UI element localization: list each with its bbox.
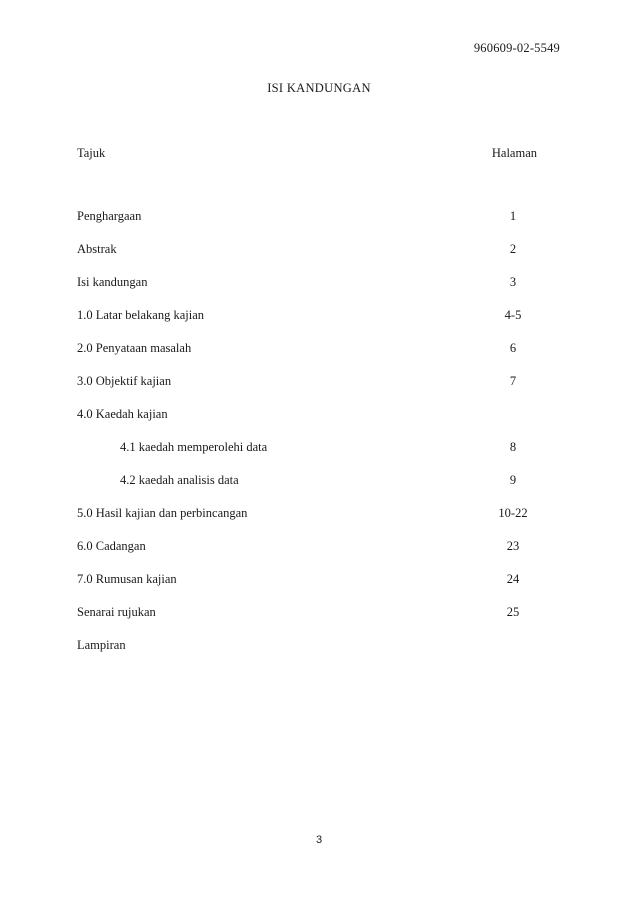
toc-entry-title: 1.0 Latar belakang kajian [77, 308, 205, 322]
toc-entry-title: Abstrak [77, 242, 117, 256]
column-header-page: Halaman [491, 146, 537, 160]
toc-entry-page: 4-5 [504, 308, 522, 322]
toc-entry [77, 274, 537, 307]
toc-entry [77, 505, 537, 538]
toc-entry [77, 307, 537, 340]
page-number: 3 [315, 834, 323, 846]
toc-entry-title: 4.0 Kaedah kajian [77, 407, 168, 421]
toc-entry-title: 6.0 Cadangan [77, 539, 146, 553]
toc-entry [77, 571, 537, 604]
toc-entry [77, 241, 537, 274]
toc-entry-title: Lampiran [77, 638, 126, 652]
toc-entry-page: 24 [506, 572, 520, 586]
document-id: 960609-02-5549 [473, 41, 560, 55]
toc-entry-page: 7 [509, 374, 517, 388]
toc-entry-page: 10-22 [498, 506, 528, 520]
toc-entry [77, 637, 537, 670]
toc-entry-title: 3.0 Objektif kajian [77, 374, 172, 388]
toc-entry [77, 472, 537, 505]
toc-entry-page: 1 [509, 209, 517, 223]
toc-entry [77, 340, 537, 373]
toc-entry-title: Senarai rujukan [77, 605, 156, 619]
toc-entry-title: Penghargaan [77, 209, 142, 223]
toc-entry-title: 4.2 kaedah analisis data [120, 473, 239, 487]
table-of-contents [77, 208, 537, 670]
column-header-title: Tajuk [77, 146, 106, 160]
page-title: ISI KANDUNGAN [267, 81, 371, 95]
toc-entry [77, 439, 537, 472]
toc-entry-page: 6 [509, 341, 517, 355]
toc-entry-page: 8 [509, 440, 517, 454]
toc-entry-title: 2.0 Penyataan masalah [77, 341, 192, 355]
toc-entry [77, 208, 537, 241]
toc-entry-page: 3 [509, 275, 517, 289]
toc-entry [77, 604, 537, 637]
toc-entry [77, 373, 537, 406]
toc-entry-page: 23 [506, 539, 520, 553]
toc-entry [77, 538, 537, 571]
toc-entry-page: 2 [509, 242, 517, 256]
toc-entry [77, 406, 537, 439]
toc-entry-page: 9 [509, 473, 517, 487]
toc-entry-title: 4.1 kaedah memperolehi data [120, 440, 268, 454]
toc-entry-title: 5.0 Hasil kajian dan perbincangan [77, 506, 248, 520]
toc-entry-title: Isi kandungan [77, 275, 148, 289]
toc-entry-title: 7.0 Rumusan kajian [77, 572, 177, 586]
toc-entry-page: 25 [506, 605, 520, 619]
